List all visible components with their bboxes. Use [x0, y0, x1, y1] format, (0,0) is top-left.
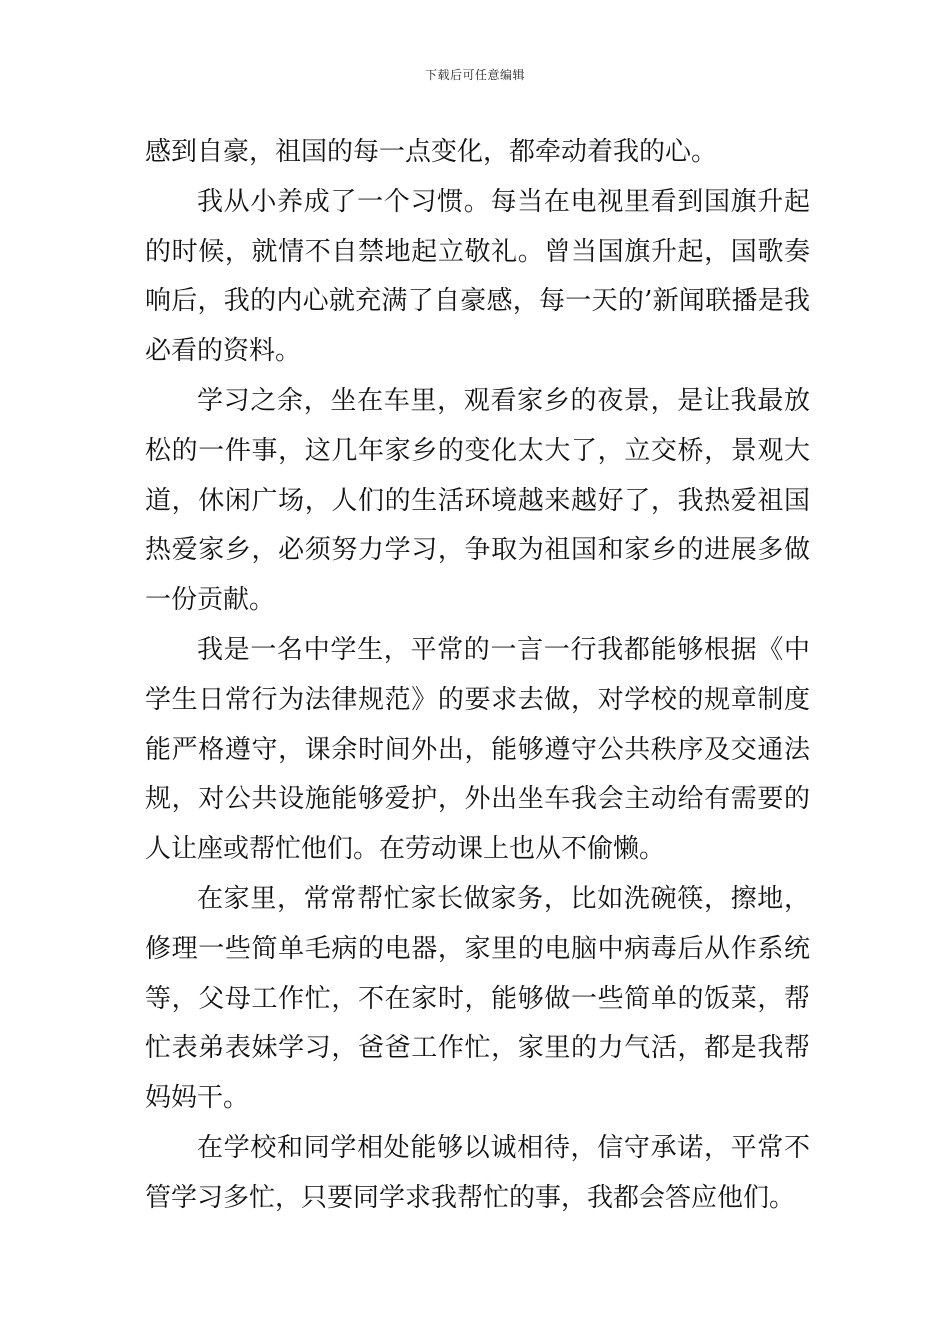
paragraph-6: 在学校和同学相处能够以诚相待，信守承诺，平常不管学习多忙，只要同学求我帮忙的事，我都会答应他们。	[145, 1132, 810, 1213]
paragraph-5: 在家里，常常帮忙家长做家务，比如洗碗筷，擦地，修理一些简单毛病的电器，家里的电脑中病毒后从作系统等，父母工作忙，不在家时，能够做一些简单的饭菜，帮忙表弟表妹学习，爸爸工作忙，家里的力气活，都是我帮妈妈干。	[145, 883, 810, 1114]
paragraph-4: 我是一名中学生，平常的一言一行我都能够根据《中学生日常行为法律规范》的要求去做，对学校的规章制度能严格遵守，课余时间外出，能够遵守公共秩序及交通法规，对公共设施能够爱护，外出坐车我会主动给有需要的人让座或帮忙他们。在劳动课上也从不偷懒。	[145, 634, 810, 865]
paragraph-2: 我从小养成了一个习惯。每当在电视里看到国旗升起的时候，就情不自禁地起立敬礼。曾当国旗升起，国歌奏响后，我的内心就充满了自豪感，每一天的’新闻联播是我必看的资料。	[145, 186, 810, 367]
paragraph-1: 感到自豪，祖国的每一点变化，都牵动着我的心。	[145, 137, 718, 167]
page-header: 下载后可任意编辑	[424, 68, 525, 82]
paragraph-3: 学习之余，坐在车里，观看家乡的夜景，是让我最放松的一件事，这几年家乡的变化太大了，立交桥，景观大道，休闲广场，人们的生活环境越来越好了，我热爱祖国热爱家乡，必须努力学习，争取为祖国和家乡的进展多做一份贡献。	[145, 385, 810, 616]
document-body	[145, 128, 810, 1224]
